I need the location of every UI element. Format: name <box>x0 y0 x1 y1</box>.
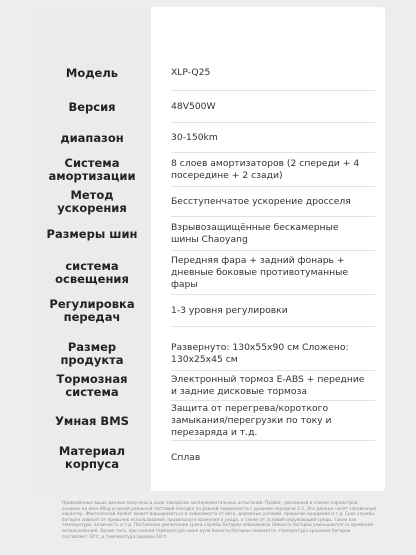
spec-value: Передняя фара + задний фонарь + дневные боковые противотуманные фары <box>171 255 349 290</box>
spec-value: 48V500W <box>171 101 216 112</box>
spec-value: Защита от перегрева/короткого замыкания/перегрузки по току и перезаряда и т.д. <box>171 403 332 438</box>
spec-label: Размер продукта <box>60 340 124 367</box>
spec-value: XLP-Q25 <box>171 67 211 78</box>
spec-row-brakes <box>33 371 385 401</box>
spec-row-body-material <box>33 441 385 475</box>
spec-row-spacer <box>33 327 385 337</box>
spec-label: Модель <box>65 65 119 80</box>
disclaimer-footnote: Приведённые выше данные получены в ходе заводских экспериментальных испытаний. Пробег, указанный в списке параметров, основан на весе 80kg и одной реальной тестовой поездке по ровной поверхности с уровнем передачи 1-2. Эти данные носят справочный характер. Фактический пробег может варьироваться в зависимости от веса, дорожных условий, привычек вождения и т.д. Срок службы батареи зависит от привычек использования, правильного хранения и ухода, а также от условий окружающей среды, таких как температура, влажность и т.д. Постоянное увеличение срока службы батареи невозможно (ёмкость батареи уменьшается со временем использования). Кроме того, при низкой температуре ниже нуля ёмкость батареи снижается, температура хранения батареи составляет 10℃, а температура зарядки 10℃. <box>62 500 377 539</box>
spec-row-lighting <box>33 251 385 295</box>
spec-label <box>33 327 151 337</box>
spec-label: Версия <box>68 99 116 114</box>
spec-label: Размеры шин <box>46 226 138 241</box>
spec-value: Взрывозащищённые бескамерные шины Chaoyang <box>171 222 339 245</box>
spec-label: Материал корпуса <box>58 444 126 471</box>
spec-label: Тормозная система <box>56 372 128 399</box>
spec-row-tires <box>33 217 385 251</box>
spec-value <box>171 327 375 337</box>
spec-row-model <box>33 55 385 91</box>
spec-row-acceleration <box>33 187 385 217</box>
spec-label: система освещения <box>55 259 129 286</box>
spec-label: Умная BMS <box>55 413 129 428</box>
top-spacer <box>151 7 385 55</box>
spec-label: Регулировка передач <box>49 297 135 324</box>
spec-label: Система амортизации <box>48 156 136 183</box>
spec-value: 1-3 уровня регулировки <box>171 305 288 316</box>
spec-row-range <box>33 123 385 153</box>
spec-table <box>33 7 385 491</box>
spec-label: Метод ускорения <box>57 188 127 215</box>
spec-value: Электронный тормоз E-ABS + передние и задние дисковые тормоза <box>171 374 365 397</box>
spec-row-suspension <box>33 153 385 187</box>
spec-value: 8 слоев амортизаторов (2 спереди + 4 посередине + 2 сзади) <box>171 158 360 181</box>
spec-value: Сплав <box>171 452 201 463</box>
spec-value: 30-150km <box>171 132 218 143</box>
spec-value: Развернуто: 130x55x90 см Сложено: 130x25x45 см <box>171 342 349 365</box>
spec-row-bms <box>33 401 385 441</box>
spec-value: Бесступенчатое ускорение дросселя <box>171 196 351 207</box>
spec-row-version <box>33 91 385 123</box>
spec-row-gears <box>33 295 385 327</box>
spec-label: диапазон <box>60 130 124 145</box>
spec-row-size <box>33 337 385 371</box>
